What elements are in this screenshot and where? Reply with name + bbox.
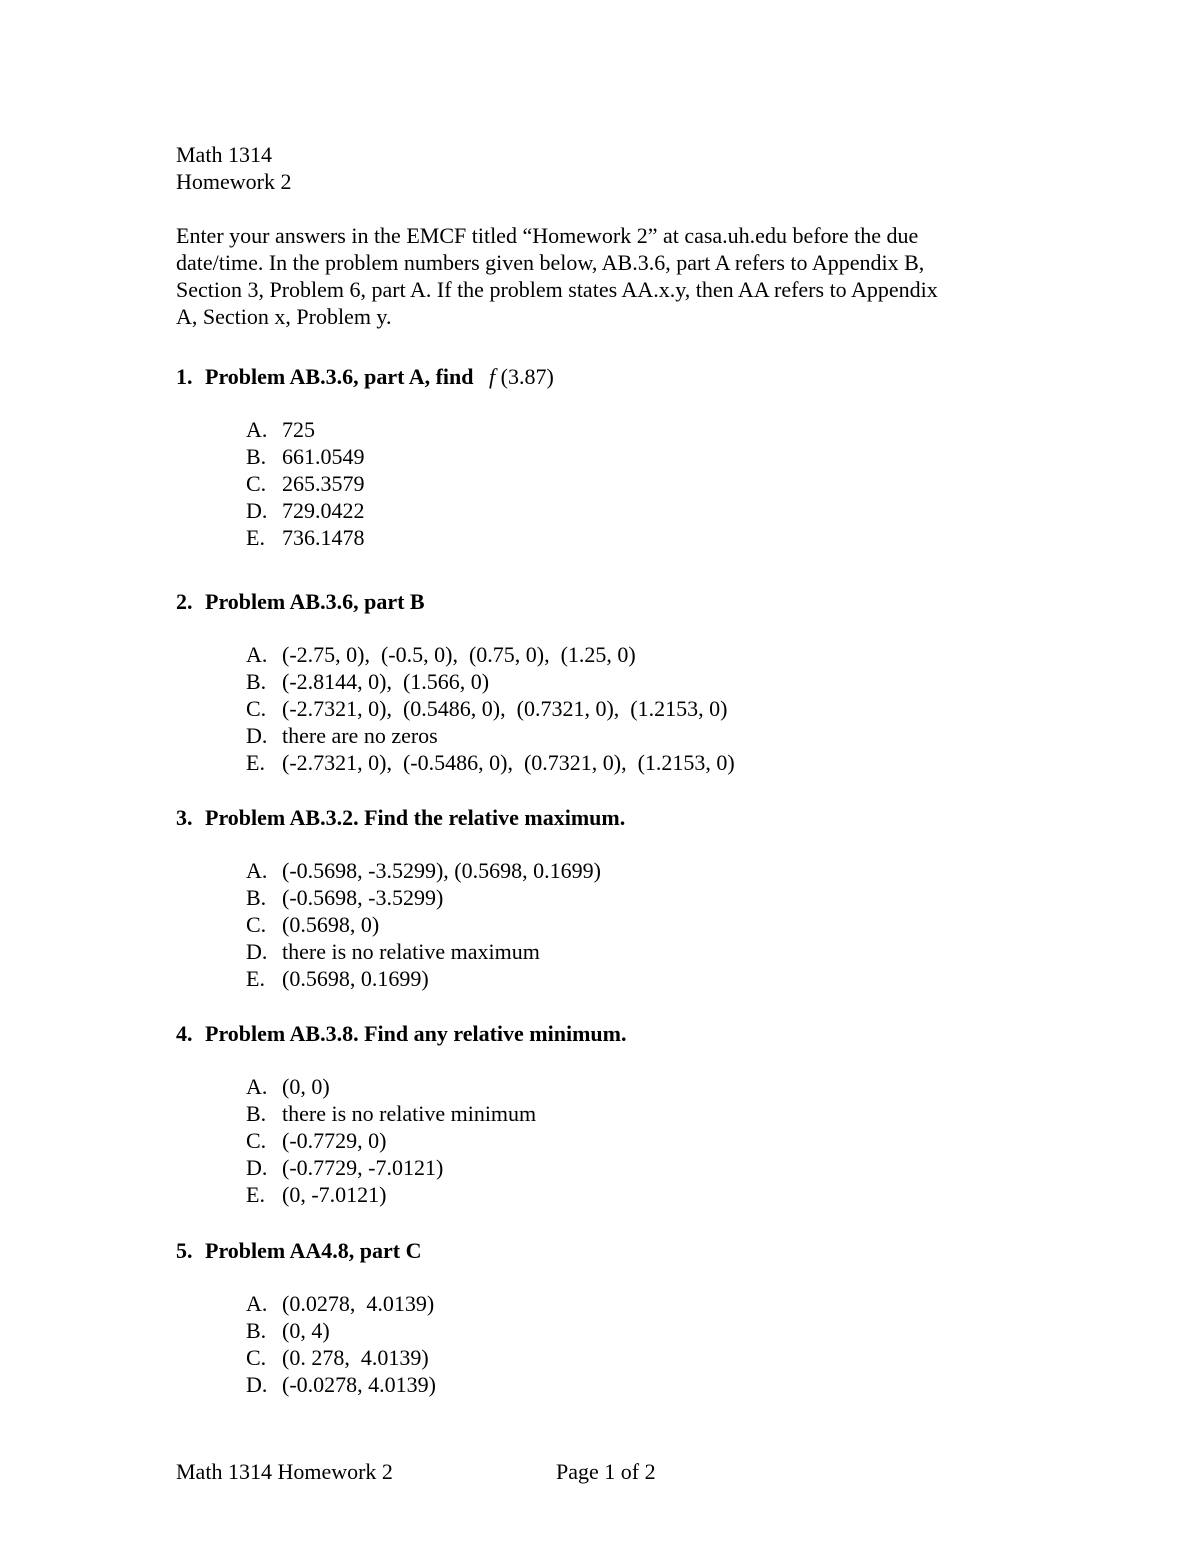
problem-2 [176, 588, 1076, 776]
answer-option [246, 884, 1076, 911]
problem-4 [176, 1020, 1076, 1208]
option-text: (-2.7321, 0), (0.5486, 0), (0.7321, 0), (1.2153, 0) [282, 696, 728, 721]
option-text: (-2.7321, 0), (-0.5486, 0), (0.7321, 0), (1.2153, 0) [282, 750, 735, 775]
option-letter: B. [246, 1101, 267, 1126]
option-letter: D. [246, 1372, 268, 1397]
option-text: (-0.0278, 4.0139) [282, 1372, 436, 1397]
problem-title: Problem AB.3.6, part B [205, 589, 425, 614]
option-letter: D. [246, 1155, 268, 1180]
option-text: (0, 0) [282, 1074, 330, 1099]
instructions-line: Enter your answers in the EMCF titled “Homework 2” at casa.uh.edu before the due [176, 223, 919, 248]
instructions-paragraph [176, 222, 1036, 330]
option-letter: B. [246, 669, 267, 694]
answer-options [246, 857, 1076, 992]
option-letter: A. [246, 642, 268, 667]
answer-option [246, 1073, 1076, 1100]
problem-heading [176, 1237, 1076, 1264]
answer-option [246, 497, 1076, 524]
option-text: (-0.5698, -3.5299) [282, 885, 444, 910]
assignment-title: Homework 2 [176, 169, 292, 194]
problem-number: 5. [176, 1238, 193, 1263]
option-text: (-0.7729, 0) [282, 1128, 387, 1153]
problem-heading [176, 804, 1076, 831]
course-title: Math 1314 [176, 142, 272, 167]
instructions-line: A, Section x, Problem y. [176, 304, 392, 329]
option-text: 265.3579 [282, 471, 365, 496]
problem-3 [176, 804, 1076, 992]
problem-1 [176, 363, 1076, 551]
option-text: (-2.8144, 0), (1.566, 0) [282, 669, 490, 694]
option-text: 661.0549 [282, 444, 365, 469]
answer-option [246, 1154, 1076, 1181]
answer-option [246, 524, 1076, 551]
option-letter: A. [246, 1291, 268, 1316]
option-letter: C. [246, 1128, 267, 1153]
option-text: 725 [282, 417, 315, 442]
option-letter: D. [246, 723, 268, 748]
footer-document-title: Math 1314 Homework 2 [176, 1459, 393, 1484]
answer-option [246, 857, 1076, 884]
answer-option [246, 1127, 1076, 1154]
math-function: f [489, 364, 496, 389]
option-text: (0.5698, 0.1699) [282, 966, 429, 991]
option-text: (0. 278, 4.0139) [282, 1345, 429, 1370]
answer-option [246, 1344, 1076, 1371]
option-letter: D. [246, 498, 268, 523]
option-text: (0, 4) [282, 1318, 330, 1343]
answer-option [246, 1100, 1076, 1127]
answer-options [246, 1073, 1076, 1208]
answer-option [246, 416, 1076, 443]
answer-option [246, 1317, 1076, 1344]
option-text: (0, -7.0121) [282, 1182, 387, 1207]
instructions-line: date/time. In the problem numbers given below, AB.3.6, part A refers to Appendix B, [176, 250, 925, 275]
math-argument: (3.87) [500, 364, 554, 389]
answer-option [246, 965, 1076, 992]
option-text: (-2.75, 0), (-0.5, 0), (0.75, 0), (1.25, 0) [282, 642, 636, 667]
problem-number: 3. [176, 805, 193, 830]
page-footer [176, 1458, 1076, 1485]
option-letter: B. [246, 1318, 267, 1343]
answer-option [246, 668, 1076, 695]
answer-options [246, 1290, 1076, 1398]
document-header [176, 141, 291, 195]
option-letter: A. [246, 417, 268, 442]
problem-heading [176, 363, 1076, 390]
answer-option [246, 443, 1076, 470]
option-letter: B. [246, 444, 267, 469]
problem-5 [176, 1237, 1076, 1398]
option-letter: E. [246, 1182, 265, 1207]
answer-options [246, 641, 1076, 776]
answer-option [246, 1371, 1076, 1398]
option-letter: E. [246, 750, 265, 775]
answer-option [246, 695, 1076, 722]
answer-option [246, 938, 1076, 965]
problem-number: 4. [176, 1021, 193, 1046]
problem-title: Problem AB.3.6, part A, find [205, 364, 474, 389]
option-text: (0.0278, 4.0139) [282, 1291, 435, 1316]
option-text: (-0.7729, -7.0121) [282, 1155, 444, 1180]
answer-option [246, 749, 1076, 776]
option-letter: A. [246, 858, 268, 883]
option-text: there is no relative maximum [282, 939, 540, 964]
option-text: 729.0422 [282, 498, 365, 523]
option-letter: A. [246, 1074, 268, 1099]
instructions-line: Section 3, Problem 6, part A. If the problem states AA.x.y, then AA refers to Appendix [176, 277, 938, 302]
option-text: 736.1478 [282, 525, 365, 550]
option-letter: C. [246, 912, 267, 937]
problem-number: 2. [176, 589, 193, 614]
footer-page-number: Page 1 of 2 [556, 1459, 656, 1484]
answer-option [246, 911, 1076, 938]
option-letter: D. [246, 939, 268, 964]
problem-title: Problem AB.3.2. Find the relative maximum. [205, 805, 626, 830]
answer-options [246, 416, 1076, 551]
option-text: (-0.5698, -3.5299), (0.5698, 0.1699) [282, 858, 601, 883]
answer-option [246, 1290, 1076, 1317]
answer-option [246, 470, 1076, 497]
problem-title: Problem AA4.8, part C [205, 1238, 422, 1263]
problem-title: Problem AB.3.8. Find any relative minimum. [205, 1021, 627, 1046]
problem-number: 1. [176, 364, 193, 389]
option-letter: C. [246, 471, 267, 496]
option-letter: E. [246, 966, 265, 991]
option-text: there is no relative minimum [282, 1101, 537, 1126]
answer-option [246, 1181, 1076, 1208]
option-text: there are no zeros [282, 723, 438, 748]
answer-option [246, 641, 1076, 668]
problem-heading [176, 588, 1076, 615]
option-letter: C. [246, 1345, 267, 1370]
problem-heading [176, 1020, 1076, 1047]
option-letter: B. [246, 885, 267, 910]
answer-option [246, 722, 1076, 749]
option-letter: C. [246, 696, 267, 721]
option-letter: E. [246, 525, 265, 550]
option-text: (0.5698, 0) [282, 912, 380, 937]
